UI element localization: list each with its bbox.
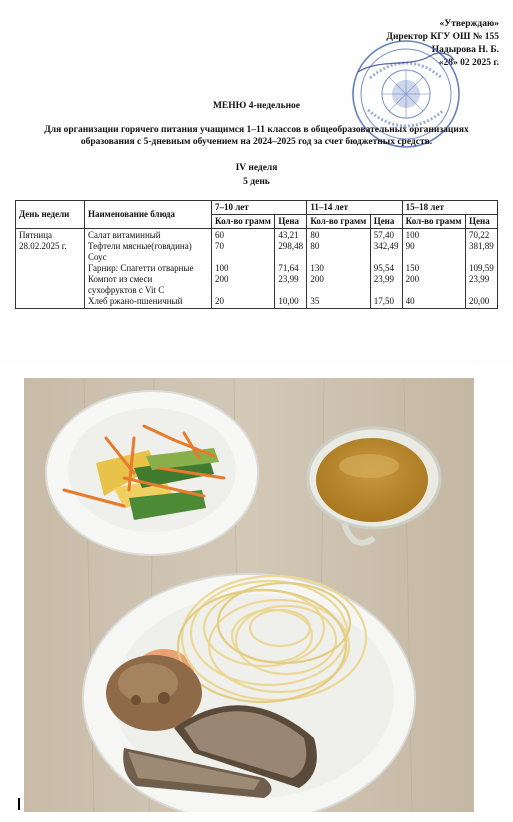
dish-cell: [85, 229, 212, 309]
price-value: 71,64: [278, 263, 299, 273]
header-price: Цена: [466, 215, 498, 229]
approval-director: Директор КГУ ОШ № 155: [386, 32, 499, 42]
qty-value: 100: [215, 263, 229, 273]
qty-value: 70: [215, 241, 224, 251]
qty-value: 60: [215, 230, 224, 240]
meal-photo: [24, 378, 474, 812]
approval-title: «Утверждаю»: [439, 19, 499, 29]
header-qty: Кол-во грамм: [402, 215, 465, 229]
header-age-1: 7–10 лет: [212, 201, 307, 215]
price-cell-7-10: [275, 229, 307, 309]
price-value: 298,48: [278, 241, 304, 251]
qty-value: 20: [215, 296, 224, 306]
price-value: [469, 285, 494, 296]
day-date: 28.02.2025 г.: [19, 241, 67, 251]
day-label: 5 день: [243, 177, 270, 187]
price-value: 23,99: [278, 274, 299, 284]
price-value: 95,54: [373, 263, 394, 273]
price-value: [278, 285, 303, 296]
price-cell-15-18: [466, 229, 498, 309]
menu-description-line1: Для организации горячего питания учащимся 1–11 классов в общеобразовательных организациях: [44, 125, 469, 135]
qty-value: [406, 285, 462, 296]
price-value: 70,22: [469, 230, 490, 240]
menu-title: МЕНЮ 4-недельное: [212, 101, 301, 111]
dish-name: Компот из смеси: [88, 274, 153, 284]
price-value: 381,89: [469, 241, 494, 251]
qty-value: [215, 252, 271, 263]
header-age-3: 15–18 лет: [402, 201, 497, 215]
qty-value: 90: [405, 241, 415, 251]
qty-cell-11-14: [307, 229, 370, 309]
approval-name: Надырова Н. Б.: [431, 45, 499, 55]
price-value: 10,00: [278, 296, 299, 306]
price-value: [374, 285, 399, 296]
price-value: [469, 252, 494, 263]
qty-value: [310, 285, 366, 296]
header-age-2: 11–14 лет: [307, 201, 402, 215]
price-value: 20,00: [469, 296, 490, 306]
dish-name: Хлеб ржано-пшеничный: [88, 296, 183, 306]
qty-value: 40: [405, 296, 415, 306]
qty-value: 200: [310, 274, 324, 284]
header-day: День недели: [16, 201, 85, 229]
qty-value: 100: [405, 230, 420, 240]
price-value: [278, 252, 303, 263]
price-value: 43,21: [278, 230, 299, 240]
dish-name: Соус: [88, 252, 107, 262]
price-value: 57,40: [373, 230, 394, 240]
price-value: [374, 252, 399, 263]
main-plate: [83, 574, 415, 812]
header-dish: Наименование блюда: [85, 201, 212, 229]
dish-name: сухофруктов с Vit C: [88, 285, 165, 295]
dish-name: Тефтели мясные(говядина): [88, 241, 192, 251]
dish-name: Салат витаминный: [88, 230, 161, 240]
price-value: 23,99: [469, 274, 490, 284]
qty-value: 200: [405, 274, 420, 284]
price-value: 23,99: [373, 274, 394, 284]
header-price: Цена: [275, 215, 307, 229]
qty-value: [310, 252, 366, 263]
day-name: Пятница: [19, 230, 53, 240]
qty-cell-7-10: [212, 229, 275, 309]
qty-value: 80: [310, 230, 320, 240]
salad-bowl: [46, 391, 258, 555]
week-label: IV неделя: [235, 163, 278, 173]
qty-value: 200: [215, 274, 229, 284]
header-qty: Кол-во грамм: [307, 215, 370, 229]
header-qty: Кол-во грамм: [212, 215, 275, 229]
menu-table: [15, 200, 498, 309]
price-cell-11-14: [370, 229, 402, 309]
qty-value: 80: [310, 241, 320, 251]
menu-document: [0, 0, 513, 365]
dish-name: Гарнир: Спагетти отварные: [88, 263, 194, 273]
price-value: 342,49: [373, 241, 399, 251]
qty-value: 130: [310, 263, 324, 273]
header-price: Цена: [370, 215, 402, 229]
price-value: 109,59: [469, 263, 494, 273]
approval-date: «28» 02 2025 г.: [438, 58, 499, 68]
text-cursor: [18, 798, 20, 810]
qty-value: [406, 252, 462, 263]
price-value: 17,50: [373, 296, 394, 306]
menu-description-line2: образования с 5-дневным обучением на 2024–2025 год за счет бюджетных средств.: [80, 137, 433, 147]
day-cell: [16, 229, 85, 309]
qty-value: 150: [405, 263, 420, 273]
qty-cell-15-18: [402, 229, 465, 309]
qty-value: 35: [310, 296, 320, 306]
qty-value: [215, 285, 271, 296]
